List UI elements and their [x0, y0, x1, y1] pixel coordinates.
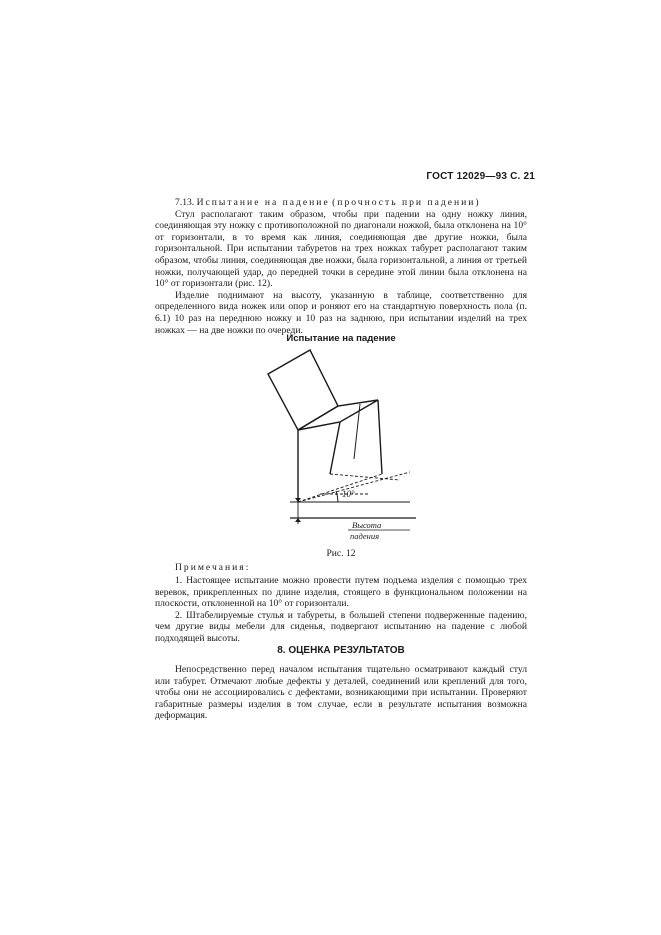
chair-leg [330, 422, 340, 474]
paragraph: Изделие поднимают на высоту, указанную в таблице, соответственно для определенного вида ножек или опор и роняют его на стандартную поверхность пола (п. 6.1) 10 раз на переднюю ножку и 10 раз на заднюю, при испытании изделий на трех ножках — на две ножки по очереди. [155, 289, 527, 336]
height-label-line1: Высота [352, 520, 382, 530]
figure-title: Испытание на падение [286, 333, 396, 344]
drop-test-figure [260, 344, 420, 544]
section-title: Испытание на падение [196, 197, 330, 208]
section-7-13 [155, 197, 527, 336]
section-8 [155, 664, 527, 722]
chair-backrest [268, 350, 338, 430]
paragraph: Непосредственно перед началом испытания тщательно осматривают каждый стул или табурет. Отмечают любые дефекты у деталей, соединений или креплений для того, чтобы они не ассоциировались с дефектами, возникающими при испытании. Проверяют габаритные размеры изделия в том случае, если в результате испытания возможна деформация. [155, 664, 527, 722]
figure-caption: Рис. 12 [326, 548, 356, 559]
angle-label: 10° [342, 489, 355, 499]
section-number: 7.13. [175, 197, 195, 208]
section-7-13-heading [155, 197, 527, 209]
paragraph: Стул располагают таким образом, чтобы при падении на одну ножку линия, соединяющая эту ножку с противоположной по диагонали ножкой, была отклонена на 10° от горизонтали, в то время как линия, соединяющая две другие ножки, была горизонтальной. При испытании табуретов на трех ножках табурет располагают таким образом, чтобы линия, соединяющая две ножки, была горизонтальной, а линия от третьей ножки, получающей удар, до передней точки в середине этой линии была отклонена на 10° от горизонтали (рис. 12). [155, 208, 527, 290]
chair-drawing [268, 350, 382, 502]
section-8-heading: 8. ОЦЕНКА РЕЗУЛЬТАТОВ [277, 645, 405, 656]
notes-heading: Примечания: [175, 562, 251, 573]
note-item: 2. Штабелируемые стулья и табуреты, в большей степени подверженные падению, чем другие виды мебели для сиденья, подвергают испытанию на падение с любой подходящей высоты. [155, 609, 527, 644]
chair-leg [378, 400, 382, 474]
section-title-rest: (прочность при падении) [332, 197, 481, 208]
document-reference: ГОСТ 12029—93 С. 21 [426, 171, 535, 182]
angle-arc [336, 491, 338, 502]
note-item: 1. Настоящее испытание можно провести путем подъема изделия с помощью трех веревок, прикрепленных по длине изделия, стоящего в функциональном положении на плоскости, отклоненной на 10° от горизонтали. [155, 575, 527, 610]
notes-block [155, 575, 527, 645]
height-label-line2: падения [350, 531, 380, 541]
